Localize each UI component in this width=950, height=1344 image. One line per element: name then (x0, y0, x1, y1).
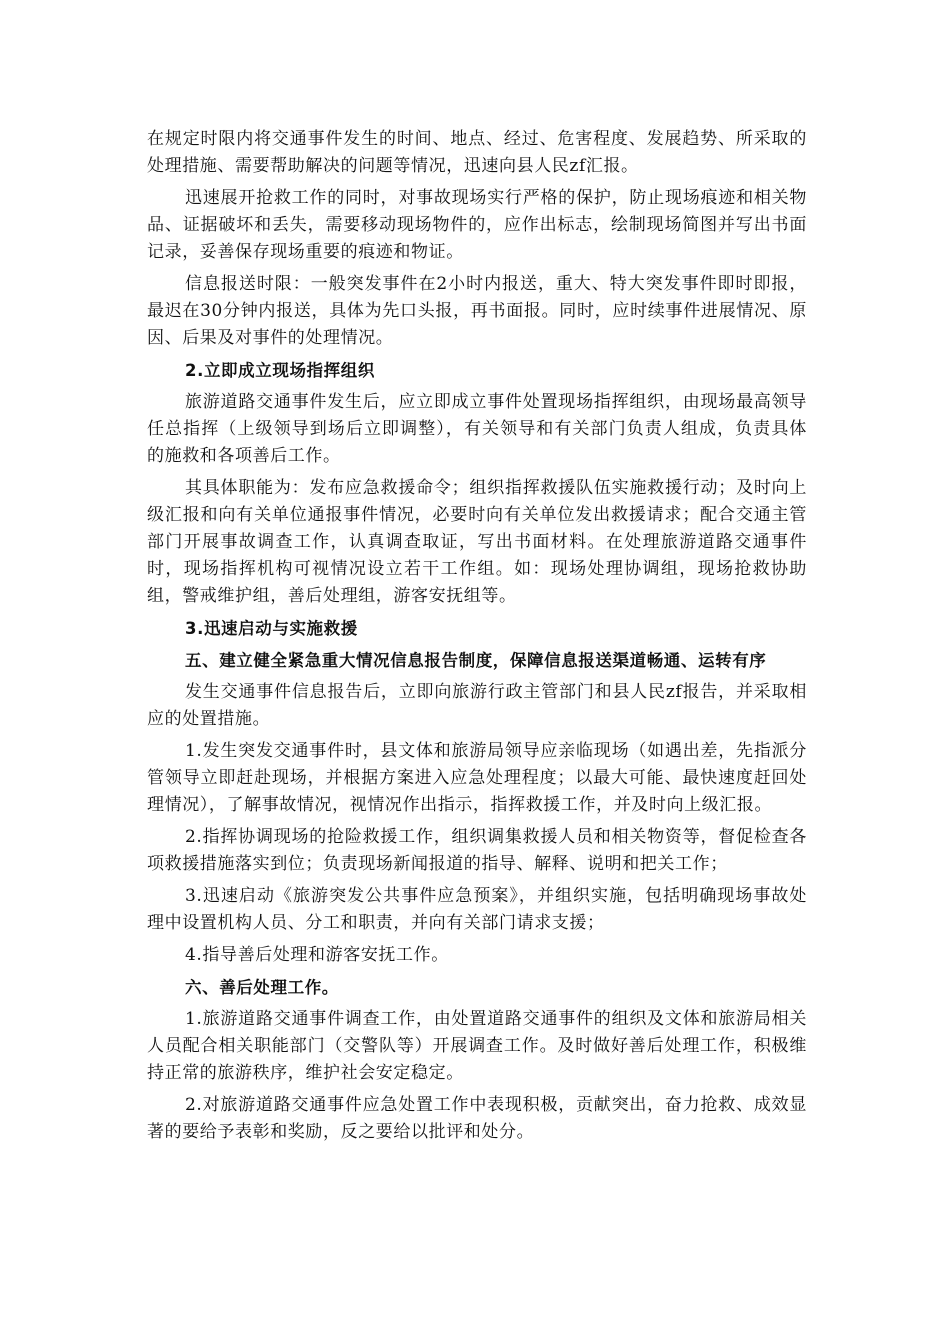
heading-section-six: 六、善后处理工作。 (185, 978, 339, 997)
heading-command-organization: 2.立即成立现场指挥组织 (185, 361, 375, 380)
paragraph-scene-protection: 迅速展开抢救工作的同时，对事故现场实行严格的保护，防止现场痕迹和相关物品、证据破坏和丢失，需要移动现场物件的，应作出标志，绘制现场简图并写出书面记录，妥善保存现场重要的痕迹和物证。 (147, 188, 807, 262)
paragraph-command-duties: 其具体职能为：发布应急救援命令；组织指挥救援队伍实施救援行动；及时向上级汇报和向有关单位通报事件情况，必要时向有关单位发出救援请求；配合交通主管部门开展事故调查工作，认真调查取证，写出书面材料。在处理旅游道路交通事件时，现场指挥机构可视情况设立若干工作组。如：现场处理协调组，现场抢救协助组，警戒维护组，善后处理组，游客安抚组等。 (147, 478, 807, 606)
list-item-2: 2.指挥协调现场的抢险救援工作，组织调集救援人员和相关物资等，督促检查各项救援措施落实到位；负责现场新闻报道的指导、解释、说明和把关工作； (147, 827, 807, 874)
paragraph-command-setup: 旅游道路交通事件发生后，应立即成立事件处置现场指挥组织，由现场最高领导任总指挥（上级领导到场后立即调整），有关领导和有关部门负责人组成，负责具体的施救和各项善后工作。 (147, 392, 807, 466)
document-page (147, 126, 807, 1151)
aftercare-item-1: 1.旅游道路交通事件调查工作，由处置道路交通事件的组织及文体和旅游局相关人员配合相关职能部门（交警队等）开展调查工作。及时做好善后处理工作，积极维持正常的旅游秩序，维护社会安定稳定。 (147, 1009, 807, 1083)
list-item-4: 4.指导善后处理和游客安抚工作。 (185, 945, 449, 965)
list-item-3: 3.迅速启动《旅游突发公共事件应急预案》，并组织实施，包括明确现场事故处理中设置机构人员、分工和职责，并向有关部门请求支援； (147, 886, 807, 933)
paragraph-report-measures: 发生交通事件信息报告后，立即向旅游行政主管部门和县人民zf报告，并采取相应的处置措施。 (147, 682, 807, 729)
paragraph-continued: 在规定时限内将交通事件发生的时间、地点、经过、危害程度、发展趋势、所采取的处理措施、需要帮助解决的问题等情况，迅速向县人民zf汇报。 (147, 129, 807, 176)
aftercare-item-2: 2.对旅游道路交通事件应急处置工作中表现积极，贡献突出，奋力抢救、成效显著的要给予表彰和奖励，反之要给以批评和处分。 (147, 1095, 807, 1142)
heading-section-five: 五、建立健全紧急重大情况信息报告制度，保障信息报送渠道畅通、运转有序 (185, 651, 767, 670)
list-item-1: 1.发生突发交通事件时，县文体和旅游局领导应亲临现场（如遇出差，先指派分管领导立即赶赴现场，并根据方案进入应急处理程度；以最大可能、最快速度赶回处理情况），了解事故情况，视情况作出指示，指挥救援工作，并及时向上级汇报。 (147, 741, 807, 815)
heading-start-rescue: 3.迅速启动与实施救援 (185, 619, 358, 638)
paragraph-report-time-limit: 信息报送时限：一般突发事件在2小时内报送，重大、特大突发事件即时即报，最迟在30分钟内报送，具体为先口头报，再书面报。同时，应时续事件进展情况、原因、后果及对事件的处理情况。 (147, 274, 807, 348)
